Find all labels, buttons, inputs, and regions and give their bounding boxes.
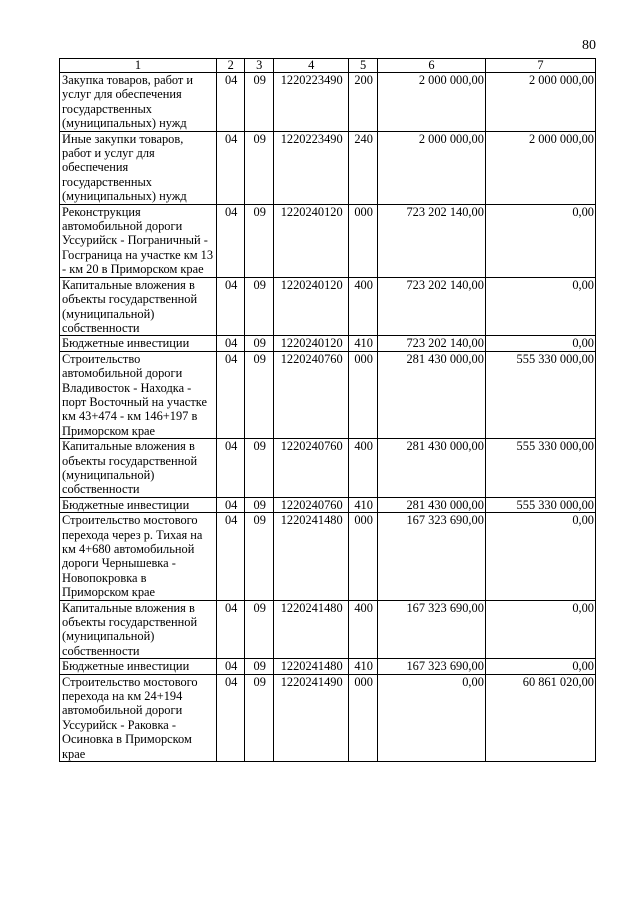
expense-type-code: 240 bbox=[349, 131, 378, 204]
table-row bbox=[60, 659, 596, 674]
amount-col-6: 2 000 000,00 bbox=[377, 131, 485, 204]
amount-col-7: 555 330 000,00 bbox=[485, 497, 595, 512]
section-code: 04 bbox=[216, 439, 245, 498]
table-row bbox=[60, 497, 596, 512]
expense-type-code: 400 bbox=[349, 600, 378, 659]
expense-type-code: 410 bbox=[349, 336, 378, 351]
column-header: 4 bbox=[273, 59, 348, 73]
expense-type-code: 000 bbox=[349, 351, 378, 438]
expense-type-code: 000 bbox=[349, 674, 378, 761]
item-name: Капитальные вложения в объекты государственной (муниципальной) собственности bbox=[60, 439, 217, 498]
amount-col-6: 723 202 140,00 bbox=[377, 277, 485, 336]
amount-col-6: 167 323 690,00 bbox=[377, 659, 485, 674]
subsection-code: 09 bbox=[245, 277, 274, 336]
expense-type-code: 400 bbox=[349, 439, 378, 498]
column-header: 3 bbox=[245, 59, 274, 73]
section-code: 04 bbox=[216, 497, 245, 512]
item-name: Бюджетные инвестиции bbox=[60, 336, 217, 351]
target-article-code: 1220240120 bbox=[273, 204, 348, 277]
expense-type-code: 410 bbox=[349, 497, 378, 512]
expense-type-code: 400 bbox=[349, 277, 378, 336]
target-article-code: 1220223490 bbox=[273, 73, 348, 132]
amount-col-6: 2 000 000,00 bbox=[377, 73, 485, 132]
table-row bbox=[60, 674, 596, 761]
section-code: 04 bbox=[216, 277, 245, 336]
item-name: Строительство мостового перехода через р. Тихая на км 4+680 автомобильной дороги Чернышевка - Новопокровка в Приморском крае bbox=[60, 513, 217, 600]
table-body bbox=[60, 73, 596, 762]
target-article-code: 1220240760 bbox=[273, 497, 348, 512]
target-article-code: 1220240120 bbox=[273, 277, 348, 336]
subsection-code: 09 bbox=[245, 351, 274, 438]
target-article-code: 1220241480 bbox=[273, 659, 348, 674]
expense-type-code: 000 bbox=[349, 513, 378, 600]
budget-table bbox=[59, 58, 596, 762]
amount-col-7: 0,00 bbox=[485, 513, 595, 600]
expense-type-code: 410 bbox=[349, 659, 378, 674]
subsection-code: 09 bbox=[245, 336, 274, 351]
expense-type-code: 000 bbox=[349, 204, 378, 277]
column-header: 6 bbox=[377, 59, 485, 73]
target-article-code: 1220241490 bbox=[273, 674, 348, 761]
table-row bbox=[60, 600, 596, 659]
item-name: Капитальные вложения в объекты государственной (муниципальной) собственности bbox=[60, 600, 217, 659]
amount-col-7: 0,00 bbox=[485, 336, 595, 351]
column-header: 7 bbox=[485, 59, 595, 73]
amount-col-7: 555 330 000,00 bbox=[485, 351, 595, 438]
amount-col-7: 555 330 000,00 bbox=[485, 439, 595, 498]
table-row bbox=[60, 204, 596, 277]
item-name: Иные закупки товаров, работ и услуг для обеспечения государственных (муниципальных) нужд bbox=[60, 131, 217, 204]
section-code: 04 bbox=[216, 204, 245, 277]
subsection-code: 09 bbox=[245, 659, 274, 674]
table-row bbox=[60, 131, 596, 204]
item-name: Строительство автомобильной дороги Владивосток - Находка - порт Восточный на участке км 43+474 - км 146+197 в Приморском крае bbox=[60, 351, 217, 438]
column-header: 5 bbox=[349, 59, 378, 73]
item-name: Реконструкция автомобильной дороги Уссурийск - Пограничный - Госграница на участке км 13 - км 20 в Приморском крае bbox=[60, 204, 217, 277]
target-article-code: 1220223490 bbox=[273, 131, 348, 204]
section-code: 04 bbox=[216, 351, 245, 438]
page-number: 80 bbox=[582, 38, 596, 53]
header-row bbox=[60, 59, 596, 73]
expense-type-code: 200 bbox=[349, 73, 378, 132]
item-name: Бюджетные инвестиции bbox=[60, 497, 217, 512]
amount-col-7: 2 000 000,00 bbox=[485, 131, 595, 204]
subsection-code: 09 bbox=[245, 600, 274, 659]
table-header bbox=[60, 59, 596, 73]
amount-col-6: 723 202 140,00 bbox=[377, 204, 485, 277]
amount-col-7: 60 861 020,00 bbox=[485, 674, 595, 761]
amount-col-6: 723 202 140,00 bbox=[377, 336, 485, 351]
table-row bbox=[60, 277, 596, 336]
amount-col-7: 0,00 bbox=[485, 204, 595, 277]
section-code: 04 bbox=[216, 336, 245, 351]
amount-col-6: 167 323 690,00 bbox=[377, 600, 485, 659]
section-code: 04 bbox=[216, 674, 245, 761]
amount-col-6: 281 430 000,00 bbox=[377, 351, 485, 438]
target-article-code: 1220240120 bbox=[273, 336, 348, 351]
subsection-code: 09 bbox=[245, 674, 274, 761]
subsection-code: 09 bbox=[245, 204, 274, 277]
subsection-code: 09 bbox=[245, 131, 274, 204]
column-header: 1 bbox=[60, 59, 217, 73]
target-article-code: 1220241480 bbox=[273, 600, 348, 659]
table-row bbox=[60, 336, 596, 351]
item-name: Капитальные вложения в объекты государственной (муниципальной) собственности bbox=[60, 277, 217, 336]
amount-col-7: 0,00 bbox=[485, 659, 595, 674]
amount-col-7: 2 000 000,00 bbox=[485, 73, 595, 132]
column-header: 2 bbox=[216, 59, 245, 73]
subsection-code: 09 bbox=[245, 497, 274, 512]
section-code: 04 bbox=[216, 659, 245, 674]
table-row bbox=[60, 73, 596, 132]
section-code: 04 bbox=[216, 73, 245, 132]
amount-col-6: 167 323 690,00 bbox=[377, 513, 485, 600]
table-row bbox=[60, 439, 596, 498]
section-code: 04 bbox=[216, 131, 245, 204]
table-row bbox=[60, 513, 596, 600]
section-code: 04 bbox=[216, 513, 245, 600]
item-name: Строительство мостового перехода на км 24+194 автомобильной дороги Уссурийск - Раковка - Осиновка в Приморском крае bbox=[60, 674, 217, 761]
section-code: 04 bbox=[216, 600, 245, 659]
subsection-code: 09 bbox=[245, 513, 274, 600]
target-article-code: 1220240760 bbox=[273, 351, 348, 438]
amount-col-6: 0,00 bbox=[377, 674, 485, 761]
subsection-code: 09 bbox=[245, 73, 274, 132]
amount-col-6: 281 430 000,00 bbox=[377, 439, 485, 498]
subsection-code: 09 bbox=[245, 439, 274, 498]
amount-col-7: 0,00 bbox=[485, 600, 595, 659]
target-article-code: 1220240760 bbox=[273, 439, 348, 498]
item-name: Закупка товаров, работ и услуг для обеспечения государственных (муниципальных) нужд bbox=[60, 73, 217, 132]
target-article-code: 1220241480 bbox=[273, 513, 348, 600]
table-row bbox=[60, 351, 596, 438]
amount-col-7: 0,00 bbox=[485, 277, 595, 336]
amount-col-6: 281 430 000,00 bbox=[377, 497, 485, 512]
item-name: Бюджетные инвестиции bbox=[60, 659, 217, 674]
